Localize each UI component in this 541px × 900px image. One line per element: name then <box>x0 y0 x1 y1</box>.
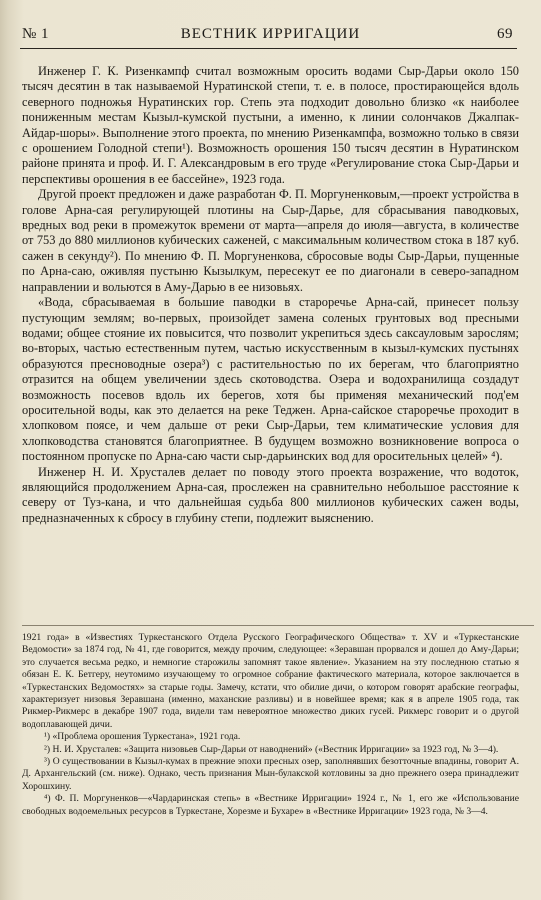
paragraph-khrustalev: Инженер Н. И. Хрусталев делает по поводу этого проекта возражение, что водоток, являющийся продолжением Арна-сая, прослежен на сравнительно небольшое расстояние к северу от Туз-кана, и что дальнейшая судьба 800 миллионов кубических сажен воды, предназначенных к сбросу в глубину степи, подлежит выяснению. <box>22 464 519 525</box>
paragraph-morgunenkov: Другой проект предложен и даже разработан Ф. П. Моргуненковым,—проект устройства в голове Арна-сая регулирующей плотины на Сыр-Дарье, для сбрасывания паводковых, вредных вод реки в промежуток времени от марта—апреля до июля—августа, в количестве от 753 до 880 миллионов кубических саженей, с максимальным количеством стока в 187 куб. сажен в секунду²). По мнению Ф. П. Моргуненкова, сбросовые воды Сыр-Дарьи, пущенные по Арна-саю, оживляя пустыню Кызылкум, пересекут ее по диагонали в северо-западном направлении и вольются в Аму-Дарью в ее низовьях. <box>22 187 519 294</box>
footnote-continuation: 1921 года» в «Известиях Туркестанского Отдела Русского Географического Общества» т. XV и «Туркестанские Ведомости» за 1874 год, № 41, где говорится, между прочим, следующее: «Зеравшан прорвался и дошел до Аму-Дарьи; это случается весьма редко, и немногие старожилы запомнят такое явление». Указанием на эту последнюю статью я обязан Е. К. Бетгеру, неутомимо изучающему то огромное собрание фактического материала, которое заключается в «Туркестанских Ведомостях» за старые годы. Замечу, кстати, что обилие дичи, о котором говорят арабские географы, характеризует низовья Зеравшана (именно, маханские разливы) и в новейшее время; как я в апреле 1905 года, так Рикмер-Рикмерс в декабре 1907 года, видели там невероятное множество диких гусей. Рикмерс говорит и о другой водоплавающей дичи. <box>22 632 519 730</box>
journal-title: ВЕСТНИК ИРРИГАЦИИ <box>180 26 361 42</box>
footnote-4: ⁴) Ф. П. Моргуненков—«Чардаринская степь» в «Вестнике Ирригации» 1924 г., № 1, его же «Использование свободных водоемельных ресурсов в Туркестане, Хорезме и Бухаре» в «Вестнике Ирригации» 1923 года, № 3—4. <box>22 793 519 817</box>
footnote-2: ²) Н. И. Хрусталев: «Защита низовьев Сыр-Дарьи от наводнений» («Вестник Ирригации» за 1923 год, № 3—4). <box>44 743 499 755</box>
main-text <box>22 64 519 526</box>
issue-number: № 1 <box>22 26 50 42</box>
header-rule <box>20 48 517 49</box>
footnotes <box>22 632 519 818</box>
page-number: 69 <box>497 26 513 42</box>
paragraph-rizenkampf: Инженер Г. К. Ризенкампф считал возможным оросить водами Сыр-Дарьи около 150 тысяч десятин в так называемой Нуратинской степи, т. е. в полосе, простирающейся вдоль северного подножья Нуратинских гор. Степь эта подходит довольно близко «к наиболее пониженным местам Кызыл-кумской пустыни, а именно, к линии солончаков Джалпак-Айдар-шоры». Выполнение этого проекта, по мнению Ризенкампфа, возможно только в связи с орошением Голодной степи¹). Возможность орошения 150 тысяч десятин в Нуратинском районе принята и проф. И. Г. Александровым в его труде «Регулирование стока Сыр-Дарьи и перспективы орошения в ее бассейне», 1923 года. <box>22 64 519 186</box>
running-header <box>22 26 519 48</box>
footnote-separator <box>22 625 534 626</box>
footnote-3: ³) О существовании в Кызыл-кумах в прежние эпохи пресных озер, заполнявших безотточные впадины, говорит А. Д. Архангельский (см. ниже). Однако, честь признания Мын-булакской котловины за дно прежнего озера принадлежит Хорошхину. <box>22 756 519 792</box>
paragraph-quote: «Вода, сбрасываемая в большие паводки в староречье Арна-сай, принесет пользу пустующим землям; во-первых, произойдет замена соленых грунтовых вод пресными водами; общее стояние их повысится, что позволит укрепиться здесь саксауловым зарослям; во-вторых, частью естественным путем, частью искусственным в кызыл-кумских пустынях образуются пресноводные озера³) с растительностью по их берегам, что благоприятно отразится на общем увеличении здесь скотоводства. Озера и водохранилища создадут возможность посевов вдоль их берегов, хотя бы применяя механический под'ем оросительной воды, как это делается на реке Теджен. Арна-сайское староречье проходит в хлопковом поясе, и чем дальше от реки Сыр-Дарьи, тем климатические условия для хлопководства становятся благоприятнее. В будущем возможно возникновение вопроса о постоянном пропуске по Арна-саю части сыр-дарьинских вод для оросительных целей» ⁴). <box>22 295 519 464</box>
footnote-1: ¹) «Проблема орошения Туркестана», 1921 года. <box>44 731 241 743</box>
